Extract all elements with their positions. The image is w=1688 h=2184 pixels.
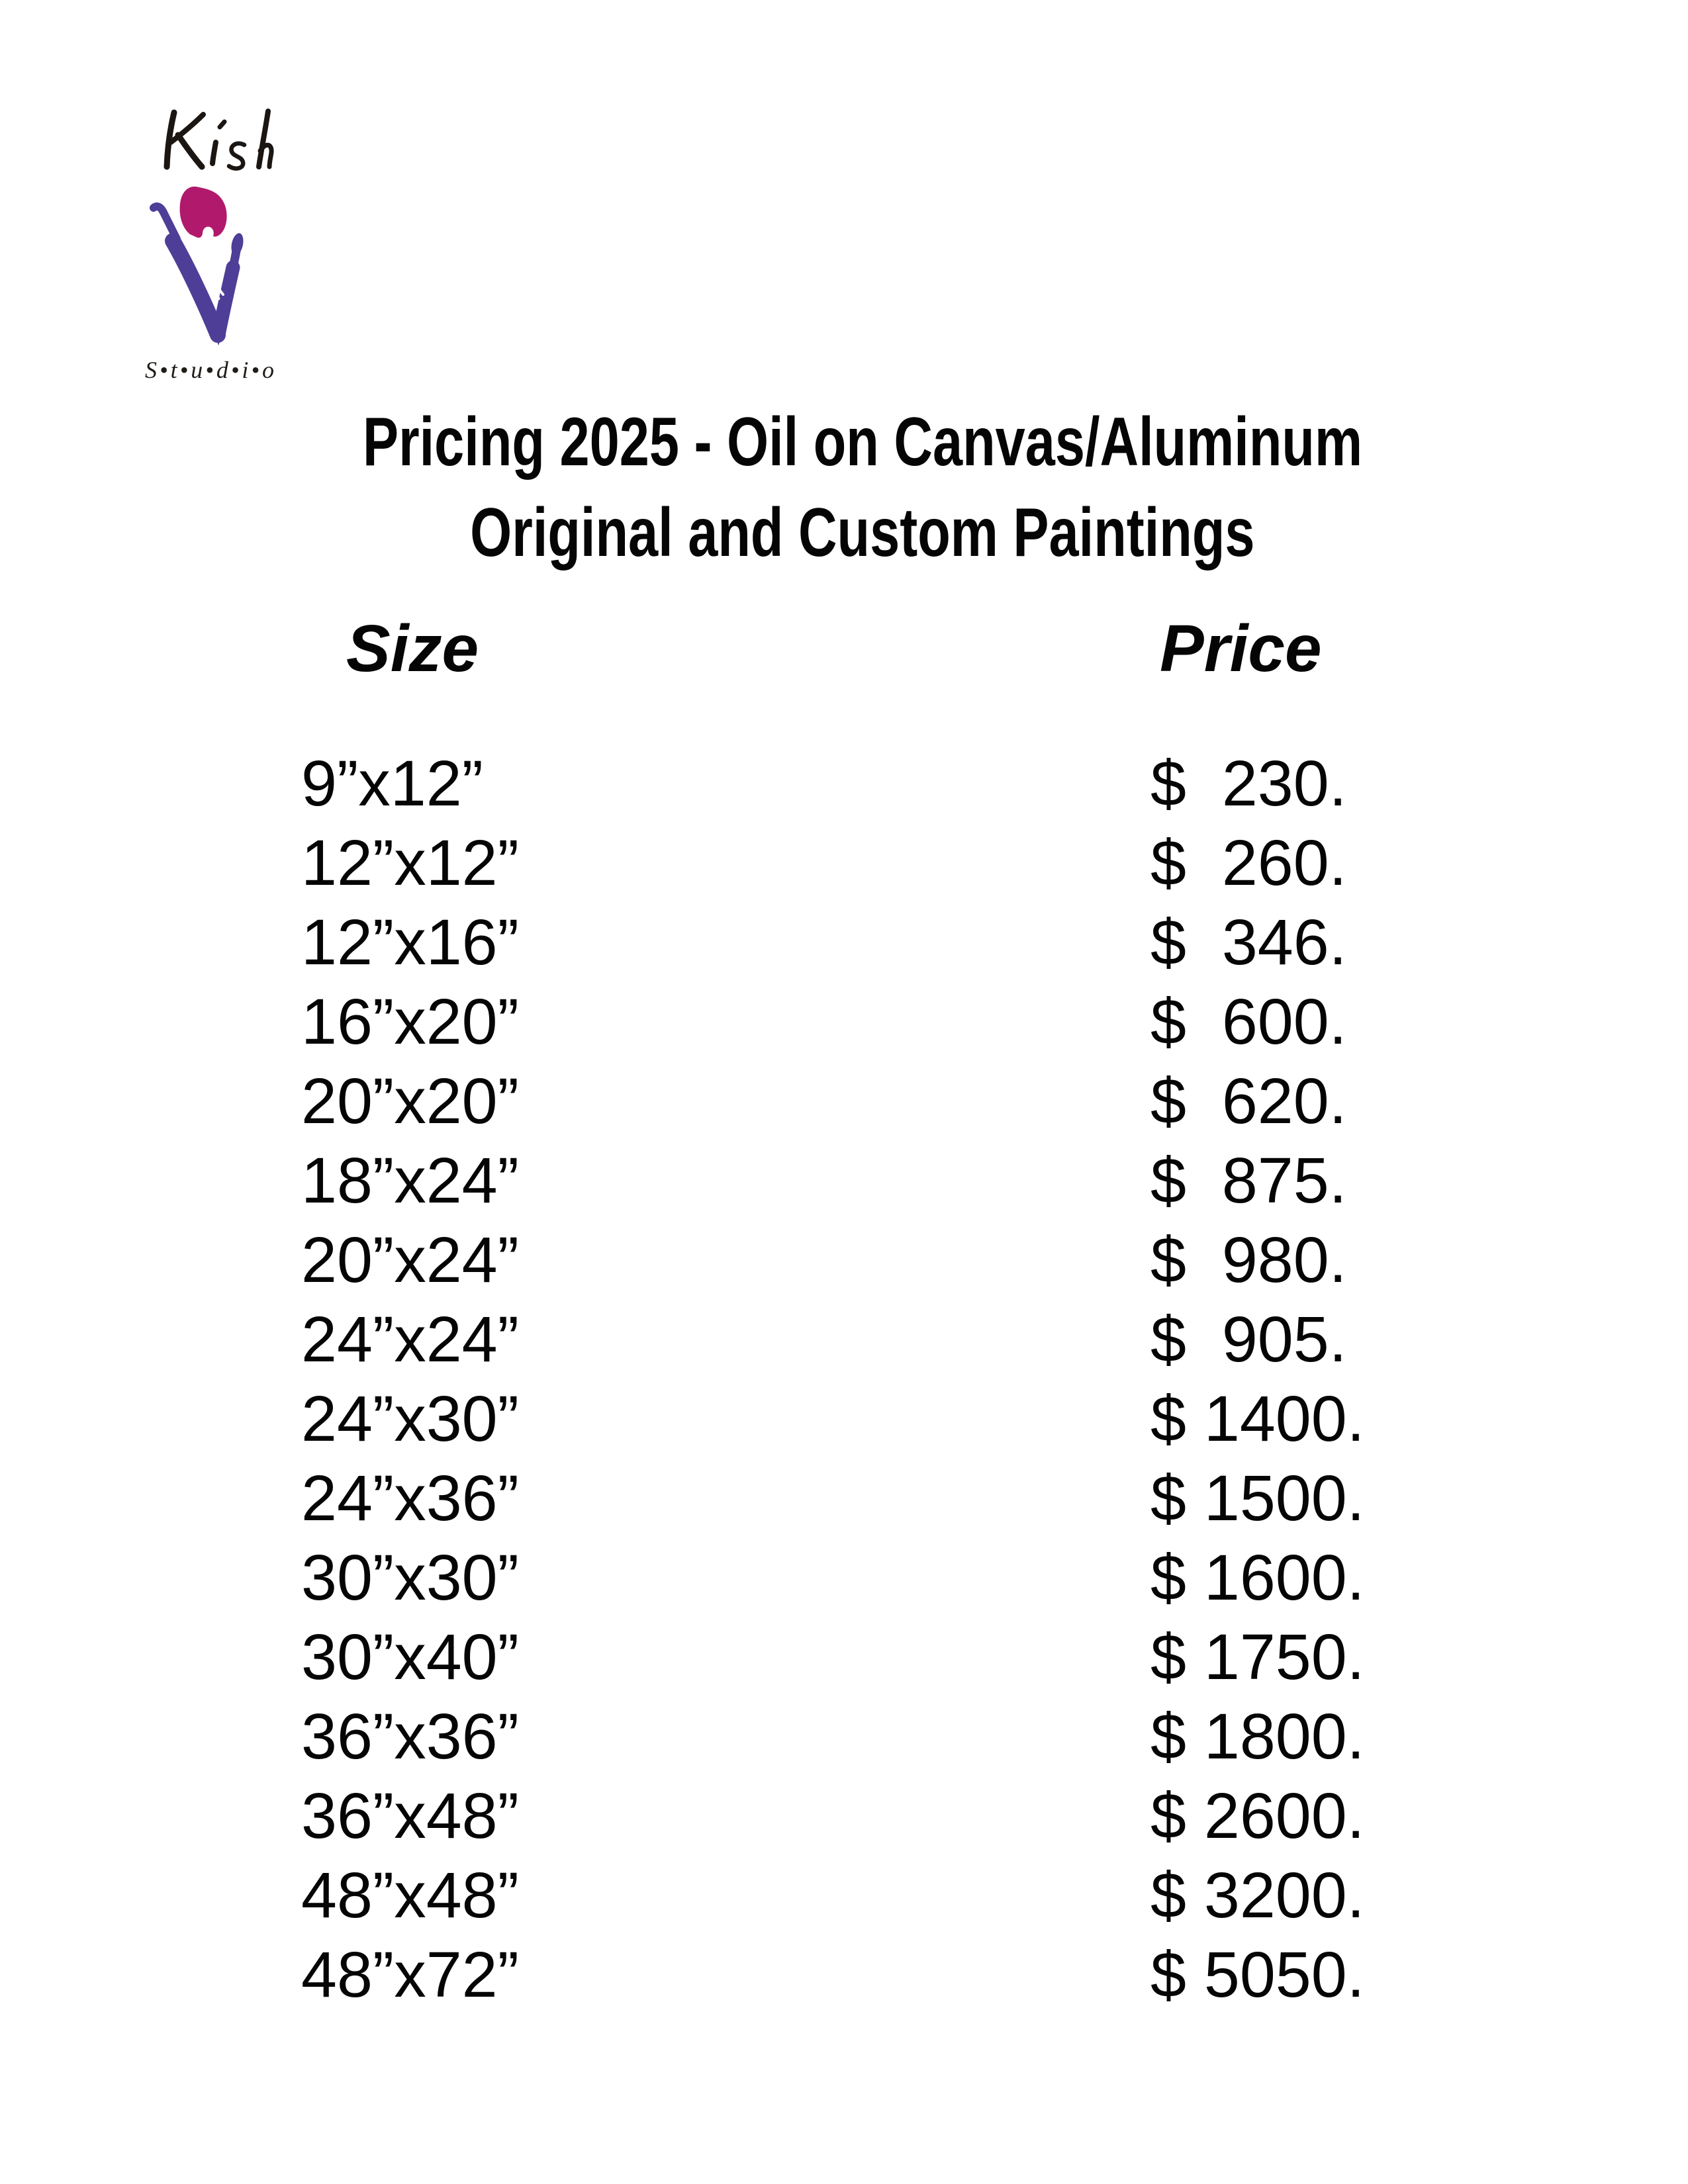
price-value: $ 1750. [1150, 1621, 1365, 1693]
column-header-size: Size [346, 612, 479, 686]
price-value: $ 1600. [1150, 1541, 1365, 1614]
size-value: 20”x20” [301, 1065, 519, 1137]
size-value: 12”x16” [301, 906, 519, 978]
table-row [0, 1462, 1688, 1545]
table-row [0, 1621, 1688, 1704]
table-row [0, 747, 1688, 831]
size-value: 36”x36” [301, 1700, 519, 1772]
table-row [0, 985, 1688, 1069]
size-value: 18”x24” [301, 1144, 519, 1216]
table-row [0, 1224, 1688, 1307]
price-value: $ 5050. [1150, 1938, 1365, 2011]
size-value: 20”x24” [301, 1224, 519, 1296]
table-row [0, 1541, 1688, 1625]
price-value: $ 2600. [1150, 1780, 1365, 1852]
price-value: $ 875. [1150, 1144, 1347, 1216]
size-value: 24”x24” [301, 1303, 519, 1375]
size-value: 24”x36” [301, 1462, 519, 1534]
price-value: $ 230. [1150, 747, 1347, 819]
studio-label: S•t•u•d•i•o [145, 357, 277, 383]
size-value: 9”x12” [301, 747, 483, 819]
table-row [0, 1859, 1688, 1942]
size-value: 48”x48” [301, 1859, 519, 1931]
price-value: $ 600. [1150, 985, 1347, 1058]
price-value: $ 905. [1150, 1303, 1347, 1375]
page-title-line2: Original and Custom Paintings [470, 494, 1255, 571]
price-value: $ 1500. [1150, 1462, 1365, 1534]
table-row [0, 827, 1688, 910]
table-row [0, 1065, 1688, 1148]
size-value: 30”x40” [301, 1621, 519, 1693]
size-value: 24”x30” [301, 1383, 519, 1455]
size-value: 36”x48” [301, 1780, 519, 1852]
table-row [0, 1780, 1688, 1863]
column-header-price: Price [1160, 612, 1322, 686]
price-value: $ 980. [1150, 1224, 1347, 1296]
price-value: $ 3200. [1150, 1859, 1365, 1931]
size-value: 48”x72” [301, 1938, 519, 2011]
size-value: 16”x20” [301, 985, 519, 1058]
table-row [0, 1383, 1688, 1466]
size-value: 12”x12” [301, 827, 519, 899]
table-row [0, 1144, 1688, 1228]
size-value: 30”x30” [301, 1541, 519, 1614]
price-value: $ 260. [1150, 827, 1347, 899]
table-row [0, 906, 1688, 989]
page-title-line1: Pricing 2025 - Oil on Canvas/Aluminum [362, 404, 1363, 480]
price-value: $ 346. [1150, 906, 1347, 978]
table-row [0, 1938, 1688, 2022]
table-row [0, 1303, 1688, 1387]
table-row [0, 1700, 1688, 1784]
price-value: $ 620. [1150, 1065, 1347, 1137]
price-value: $ 1800. [1150, 1700, 1365, 1772]
price-value: $ 1400. [1150, 1383, 1365, 1455]
